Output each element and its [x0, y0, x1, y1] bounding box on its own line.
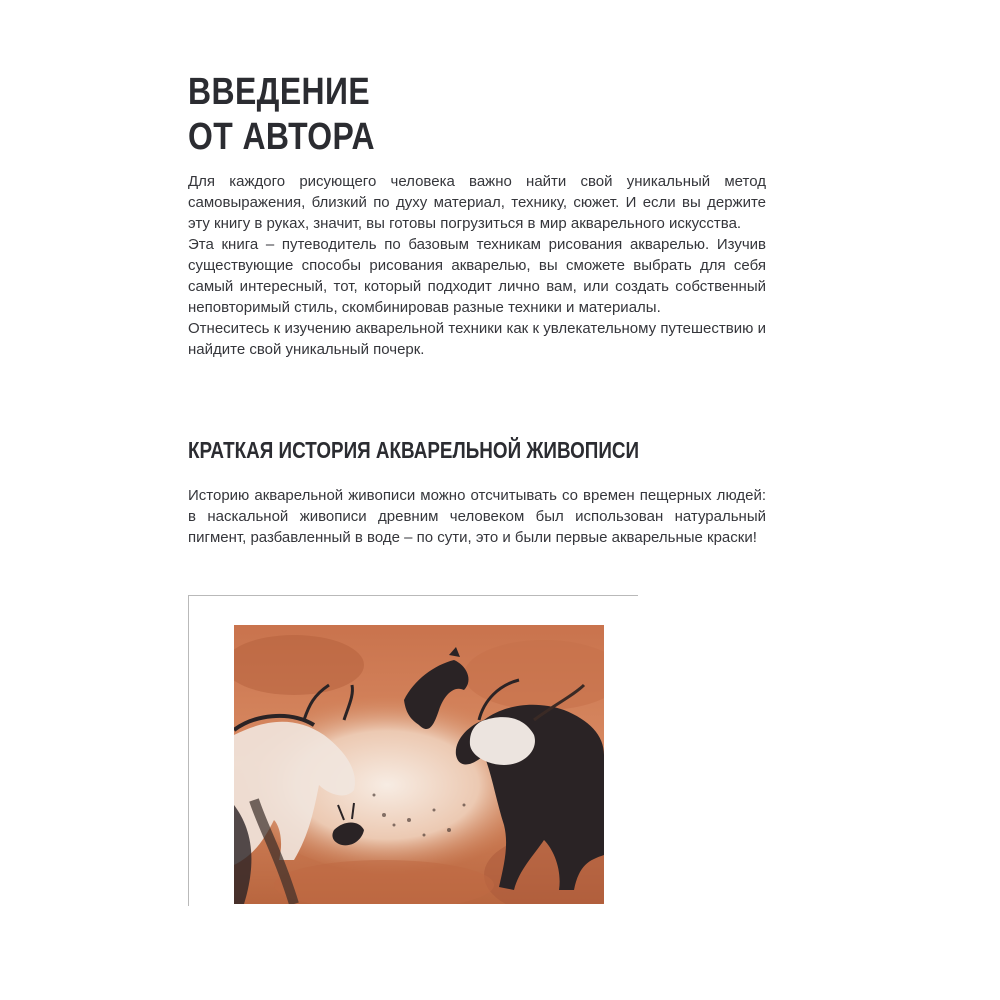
cave-painting-illustration — [234, 625, 604, 904]
page-title — [188, 70, 524, 160]
cave-painting-image — [234, 625, 604, 904]
section-paragraph: Историю акварельной живописи можно отсчитывать со времен пещерных людей: в наскальной живописи древним человеком был использован натуральный пигмент, разбавленный в воде – по сути, это и были первые акварельные краски! — [188, 487, 766, 546]
section-title: КРАТКАЯ ИСТОРИЯ АКВАРЕЛЬНОЙ ЖИВОПИСИ — [188, 437, 640, 463]
intro-paragraph: Для каждого рисующего человека важно найти свой уникальный метод самовыражения, близкий по духу материал, технику, сюжет. И если вы держите эту книгу в руках, значит, вы готовы погрузиться в мир акварельного искусства. — [188, 173, 766, 232]
section-text — [188, 485, 766, 548]
illustration-frame-top — [188, 595, 638, 596]
intro-paragraph: Эта книга – путеводитель по базовым техникам рисования акварелью. Изучив существующие способы рисования акварелью, вы сможете выбрать для себя самый интересный, тот, который подходит лично вам, или создать собственный неповторимый стиль, скомбинировав разные техники и материалы. — [188, 236, 766, 316]
illustration-frame-left — [188, 595, 189, 906]
page-title-line-2: ОТ АВТОРА — [188, 116, 375, 158]
page-title-line-1: ВВЕДЕНИЕ — [188, 71, 371, 113]
intro-paragraph: Отнеситесь к изучению акварельной техники как к увлекательному путешествию и найдите свой уникальный почерк. — [188, 320, 766, 358]
intro-text — [188, 171, 766, 360]
